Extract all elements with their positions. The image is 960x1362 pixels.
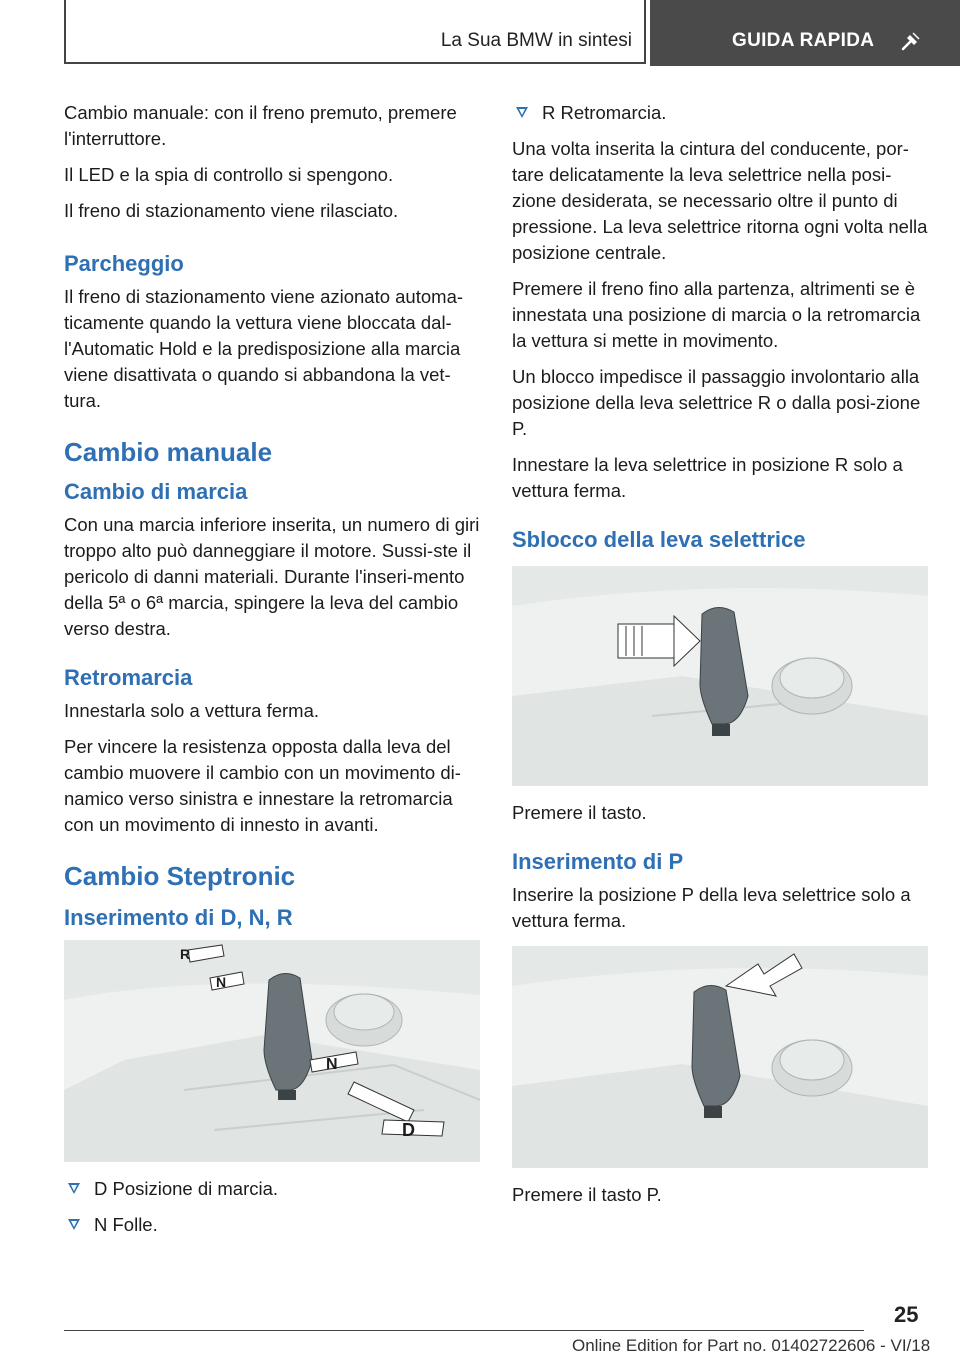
quick-guide-icon [900,30,922,52]
unlock-figure [512,566,928,786]
bullet-n-text: N Folle. [94,1214,158,1235]
engage-heading: Inserimento di D, N, R [64,905,293,930]
gear-shift-heading: Cambio di marcia [64,479,248,504]
figure-label-n2: N [326,1056,338,1073]
bullet-r-text: R Retromarcia. [542,102,667,123]
gear-shift-text: Con una marcia inferiore inserita, un numero di giri troppo alto può danneggiare il motore. Sussi-ste il pericolo di danni materiali. Durante l'inseri-mento della 5ª o 6ª marcia, spingere la leva del cambio verso destra. [64,514,480,639]
reverse-text-1: Innestarla solo a vettura ferma. [64,700,320,721]
insert-p-text: Inserire la posizione P della leva selettrice solo a vettura ferma. [512,884,911,931]
intro-text-2: Il LED e la spia di controllo si spengono. [64,164,394,185]
bullet-r [512,100,928,126]
bullet-triangle-icon [516,107,528,118]
left-column [64,100,480,1248]
insert-p-caption: Premere il tasto P. [512,1184,662,1205]
intro-text-3: Il freno di stazionamento viene rilasciato. [64,200,399,221]
bullet-n [64,1212,480,1238]
bullet-triangle-icon [68,1183,80,1194]
intro-text-1: Cambio manuale: con il freno premuto, premere l'interruttore. [64,102,457,149]
steptronic-heading: Cambio Steptronic [64,861,296,891]
insert-p-figure [512,946,928,1168]
figure-label-r: R [180,946,191,962]
bullet-d [64,1176,480,1202]
figure-label-d: D [402,1120,415,1140]
parking-text: Il freno di stazionamento viene azionato automa-ticamente quando la vettura viene bloccata dal-l'Automatic Hold e la predisposizione alla marcia viene disattivata o quando si abbandona la vet-tura. [64,286,464,411]
reverse-text-2: Per vincere la resistenza opposta dalla leva del cambio muovere il cambio con un movimento di-namico verso sinistra e innestare la retromarcia con un movimento di innesto in avanti. [64,736,461,835]
unlock-caption: Premere il tasto. [512,802,647,823]
insert-p-heading: Inserimento di P [512,849,684,874]
header-chapter-tab [650,0,960,66]
footer-edition: Online Edition for Part no. 01402722606 - VI/18 [572,1336,931,1355]
manual-gearbox-heading: Cambio manuale [64,437,273,467]
r-stop-text: Innestare la leva selettrice in posizione R solo a vettura ferma. [512,454,903,501]
header-section-title: La Sua BMW in sintesi [440,30,632,51]
header-section-box [64,0,646,64]
block-text: Un blocco impedisce il passaggio involontario alla posizione della leva selettrice R o dalla posi-zione P. [512,366,921,439]
unlock-heading: Sblocco della leva selettrice [512,527,806,552]
r-text: Una volta inserita la cintura del conducente, por-tare delicatamente la leva selettrice nella posi-zione desiderata, se necessario oltre il punto di pressione. La leva selettrice ritorna ogni volta nella posizione centrale. [512,138,928,263]
bullet-triangle-icon [68,1219,80,1230]
reverse-heading: Retromarcia [64,665,193,690]
footer-divider [64,1330,864,1331]
bullet-d-text: D Posizione di marcia. [94,1178,279,1199]
gear-selector-figure [64,940,480,1162]
parking-heading: Parcheggio [64,251,184,276]
header-chapter-title: GUIDA RAPIDA [732,30,875,51]
page-number: 25 [894,1302,919,1327]
figure-label-n1: N [216,974,227,990]
right-column [512,100,928,1218]
brake-text: Premere il freno fino alla partenza, altrimenti se è innestata una posizione di marcia o la retromarcia la vettura si mette in movimento. [512,278,921,351]
